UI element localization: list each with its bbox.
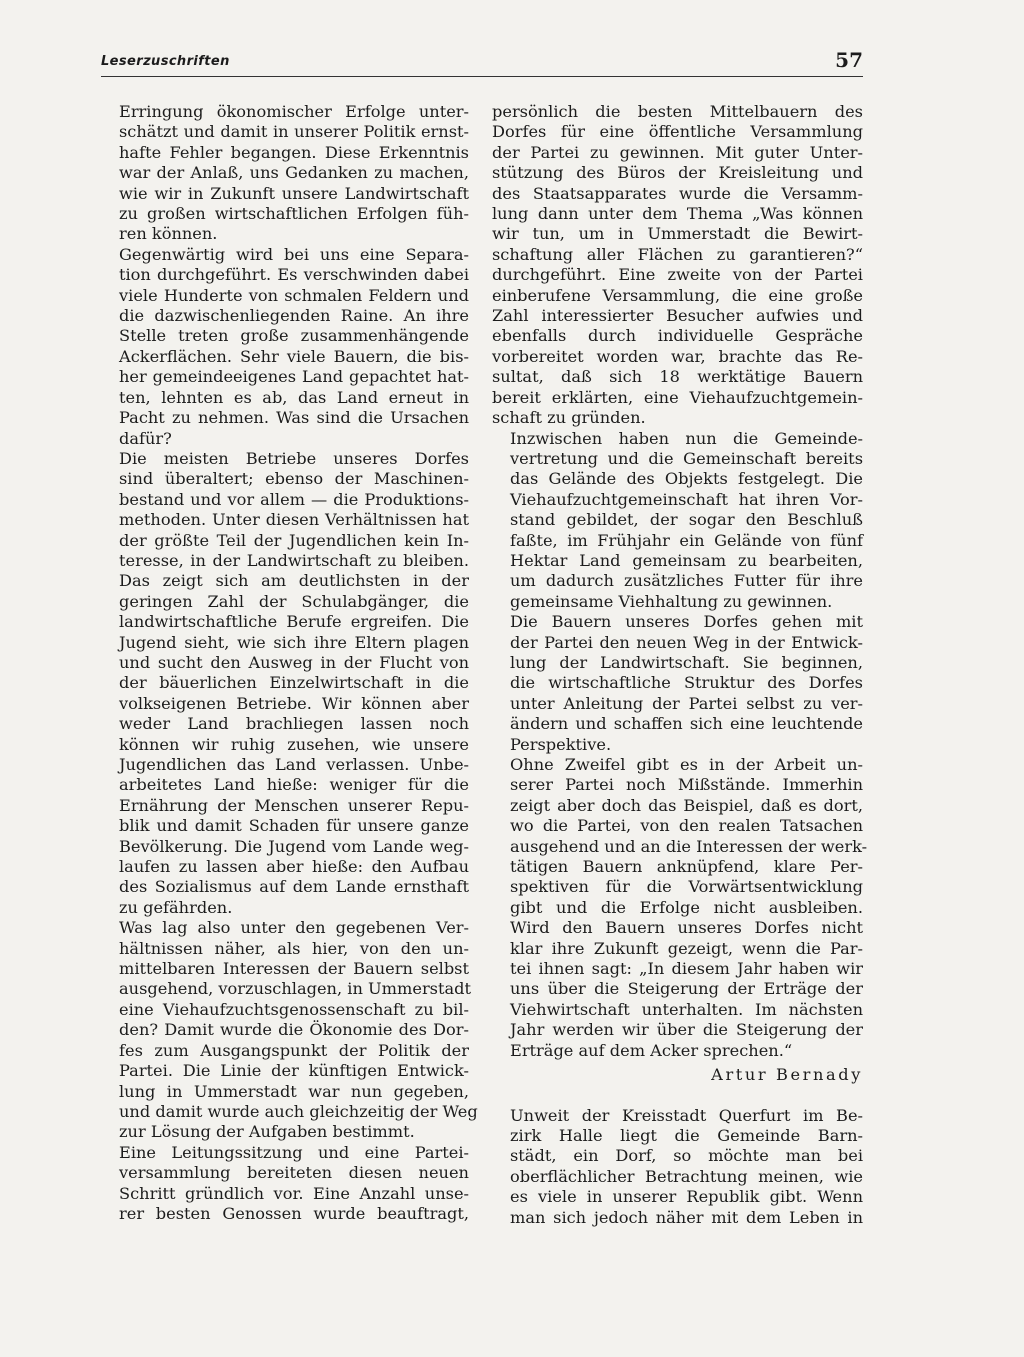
text-line: sind überaltert; ebenso der Maschinen-: [119, 469, 469, 489]
text-line: Das zeigt sich am deutlichsten in der: [119, 571, 469, 591]
text-line: können wir ruhig zusehen, wie unsere: [119, 734, 469, 754]
text-line: eine Viehaufzuchtsgenossenschaft zu bil-: [119, 999, 469, 1019]
paragraph: [492, 1106, 863, 1228]
text-line: ren können.: [119, 224, 218, 244]
text-line: Jugend sieht, wie sich ihre Eltern plagen: [119, 632, 469, 652]
text-line: ten, lehnten es ab, das Land erneut in: [119, 387, 469, 407]
text-line: bestand und vor allem — die Produktions-: [119, 489, 469, 509]
text-line: Pacht zu nehmen. Was sind die Ursachen: [119, 408, 469, 428]
text-line: vorbereitet worden war, brachte das Re-: [492, 346, 863, 366]
text-line: spektiven für die Vorwärtsentwicklung: [510, 877, 863, 897]
text-line: lung dann unter dem Thema „Was können: [492, 204, 863, 224]
text-line: Unweit der Kreisstadt Querfurt im Be-: [510, 1105, 863, 1125]
text-line: war der Anlaß, uns Gedanken zu machen,: [119, 163, 469, 183]
text-line: Viehwirtschaft unterhalten. Im nächsten: [510, 999, 863, 1019]
text-line: Die meisten Betriebe unseres Dorfes: [119, 448, 469, 468]
text-line: den? Damit wurde die Ökonomie des Dor-: [119, 1020, 469, 1040]
text-line: Partei. Die Linie der künftigen Entwick-: [119, 1061, 469, 1081]
paragraph: [101, 449, 469, 918]
article-separator: [492, 1086, 863, 1106]
text-line: vertretung und die Gemeinschaft bereits: [510, 448, 863, 468]
text-line: serer Partei noch Mißstände. Immerhin: [510, 775, 863, 795]
text-line: wie wir in Zukunft unsere Landwirtschaft: [119, 183, 469, 203]
text-line: Die Bauern unseres Dorfes gehen mit: [510, 612, 863, 632]
text-line: lung in Ummerstadt war nun gegeben,: [119, 1081, 469, 1101]
left-column: [101, 102, 478, 1224]
page-header: [101, 46, 863, 77]
text-line: Zahl interessierter Besucher aufwies und: [492, 306, 863, 326]
text-line: versammlung bereiteten diesen neuen: [119, 1163, 469, 1183]
page-number: 57: [835, 48, 863, 72]
text-line: Wird den Bauern unseres Dorfes nicht: [510, 918, 863, 938]
text-line: der Partei zu gewinnen. Mit guter Unter-: [492, 142, 863, 162]
text-line: geringen Zahl der Schulabgänger, die: [119, 591, 469, 611]
text-line: arbeitetes Land hieße: weniger für die: [119, 775, 469, 795]
text-line: viele Hunderte von schmalen Feldern und: [119, 285, 469, 305]
paragraph: [101, 1143, 469, 1225]
text-line: rer besten Genossen wurde beauftragt,: [119, 1203, 469, 1223]
text-line: Stelle treten große zusammenhängende: [119, 326, 469, 346]
text-line: Ackerflächen. Sehr viele Bauern, die bis-: [119, 346, 469, 366]
text-line: bereit erklärten, eine Viehaufzuchtgemein-: [492, 387, 863, 407]
text-line: dafür?: [119, 428, 172, 448]
text-line: der größte Teil der Jugendlichen kein In-: [119, 530, 469, 550]
running-head: Leserzuschriften: [101, 54, 230, 69]
text-line: man sich jedoch näher mit dem Leben in: [510, 1207, 863, 1227]
text-line: Hektar Land gemeinsam zu bearbeiten,: [510, 550, 863, 570]
text-line: der bäuerlichen Einzelwirtschaft in die: [119, 673, 469, 693]
text-line: landwirtschaftliche Berufe ergreifen. Die: [119, 612, 469, 632]
text-line: weder Land brachliegen lassen noch: [119, 714, 469, 734]
text-line: Erringung ökonomischer Erfolge unter-: [119, 102, 469, 121]
text-line: durchgeführt. Eine zweite von der Partei: [492, 265, 863, 285]
right-column: [492, 102, 868, 1228]
text-line: wo die Partei, von den realen Tatsachen: [510, 816, 863, 836]
text-line: Viehaufzuchtgemeinschaft hat ihren Vor-: [510, 489, 863, 509]
text-line: ausgehend und an die Interessen der werk-: [510, 836, 868, 856]
text-line: die dazwischenliegenden Raine. An ihre: [119, 306, 469, 326]
text-line: Jugendlichen das Land verlassen. Unbe-: [119, 755, 469, 774]
text-line: fes zum Ausgangspunkt der Politik der: [119, 1040, 469, 1060]
paragraph: [101, 918, 478, 1142]
text-line: der Partei den neuen Weg in der Entwick-: [510, 632, 863, 652]
paragraph: [492, 612, 863, 755]
text-line: Schritt gründlich vor. Eine Anzahl unse-: [119, 1183, 469, 1203]
text-line: städt, ein Dorf, so möchte man bei: [510, 1146, 863, 1166]
text-line: tei ihnen sagt: „In diesem Jahr haben wir: [510, 959, 863, 979]
text-line: wir tun, um in Ummerstadt die Bewirt-: [492, 224, 863, 244]
text-line: Inzwischen haben nun die Gemeinde-: [510, 428, 863, 448]
text-line: persönlich die besten Mittelbauern des: [492, 102, 863, 121]
text-line: gemeinsame Viehhaltung zu gewinnen.: [510, 591, 833, 611]
text-line: und sucht den Ausweg in der Flucht von: [119, 652, 469, 672]
right-column-next-article: [492, 1106, 863, 1228]
text-line: blik und damit Schaden für unsere ganze: [119, 816, 469, 836]
text-line: des Staatsapparates wurde die Versamm-: [492, 183, 863, 203]
text-line: zu großen wirtschaftlichen Erfolgen füh-: [119, 204, 469, 224]
author-signature: Artur Bernady: [711, 1065, 863, 1085]
text-line: oberflächlicher Betrachtung meinen, wie: [510, 1166, 863, 1186]
text-line: uns über die Steigerung der Erträge der: [510, 979, 863, 999]
text-line: Erträge auf dem Acker sprechen.“: [510, 1040, 793, 1060]
text-line: schaft zu gründen.: [492, 408, 646, 428]
text-line: methoden. Unter diesen Verhältnissen hat: [119, 510, 469, 530]
text-line: Eine Leitungssitzung und eine Partei-: [119, 1142, 469, 1162]
text-line: ausgehend, vorzuschlagen, in Ummerstadt: [119, 979, 472, 999]
text-line: her gemeindeeigenes Land gepachtet hat-: [119, 367, 469, 387]
text-line: zeigt aber doch das Beispiel, daß es dort,: [510, 795, 863, 815]
text-line: um dadurch zusätzliches Futter für ihre: [510, 571, 863, 591]
text-line: Was lag also unter den gegebenen Ver-: [119, 918, 469, 938]
text-line: lung der Landwirtschaft. Sie beginnen,: [510, 652, 863, 672]
text-line: ändern und schaffen sich eine leuchtende: [510, 714, 863, 734]
text-line: sultat, daß sich 18 werktätige Bauern: [492, 367, 863, 387]
text-line: es viele in unserer Republik gibt. Wenn: [510, 1187, 863, 1207]
text-line: zur Lösung der Aufgaben bestimmt.: [119, 1122, 415, 1142]
text-line: zirk Halle liegt die Gemeinde Barn-: [510, 1125, 863, 1145]
text-line: Ernährung der Menschen unserer Repu-: [119, 795, 469, 815]
text-line: des Sozialismus auf dem Lande ernsthaft: [119, 877, 469, 897]
text-line: Ohne Zweifel gibt es in der Arbeit un-: [510, 755, 863, 774]
text-line: Bevölkerung. Die Jugend vom Lande weg-: [119, 836, 469, 856]
text-line: zu gefährden.: [119, 897, 233, 917]
text-line: Perspektive.: [510, 734, 612, 754]
text-line: hältnissen näher, als hier, von den un-: [119, 938, 469, 958]
paragraph: [492, 102, 863, 429]
text-line: Gegenwärtig wird bei uns eine Separa-: [119, 244, 469, 264]
text-line: klar ihre Zukunft gezeigt, wenn die Par-: [510, 938, 863, 958]
text-line: stand gebildet, der sogar den Beschluß: [510, 510, 863, 530]
text-line: mittelbaren Interessen der Bauern selbst: [119, 959, 469, 979]
text-line: Dorfes für eine öffentliche Versammlung: [492, 122, 863, 142]
text-line: faßte, im Frühjahr ein Gelände von fünf: [510, 530, 863, 550]
paragraph: [101, 102, 469, 245]
text-line: hafte Fehler begangen. Diese Erkenntnis: [119, 142, 469, 162]
text-line: das Gelände des Objekts festgelegt. Die: [510, 469, 863, 489]
text-line: und damit wurde auch gleichzeitig der Weg: [119, 1101, 478, 1121]
text-line: einberufene Versammlung, die eine große: [492, 285, 863, 305]
text-line: tion durchgeführt. Es verschwinden dabei: [119, 265, 469, 285]
text-line: volkseigenen Betriebe. Wir können aber: [119, 693, 469, 713]
text-line: unter Anleitung der Partei selbst zu ver-: [510, 693, 863, 713]
text-line: gibt und die Erfolge nicht ausbleiben.: [510, 897, 863, 917]
text-line: teresse, in der Landwirtschaft zu bleiben.: [119, 550, 469, 570]
paragraph: [101, 245, 469, 449]
right-column-article-end: [492, 102, 868, 1061]
text-line: schaftung aller Flächen zu garantieren?“: [492, 244, 863, 264]
text-line: laufen zu lassen aber hieße: den Aufbau: [119, 857, 469, 877]
text-line: tätigen Bauern anknüpfend, klare Per-: [510, 857, 863, 877]
text-line: ebenfalls durch individuelle Gespräche: [492, 326, 863, 346]
text-line: schätzt und damit in unserer Politik ernst-: [119, 122, 469, 142]
text-line: die wirtschaftliche Struktur des Dorfes: [510, 673, 863, 693]
text-line: Jahr werden wir über die Steigerung der: [510, 1020, 863, 1040]
text-line: stützung des Büros der Kreisleitung und: [492, 163, 863, 183]
paragraph: [492, 429, 863, 613]
paragraph: [492, 755, 868, 1061]
